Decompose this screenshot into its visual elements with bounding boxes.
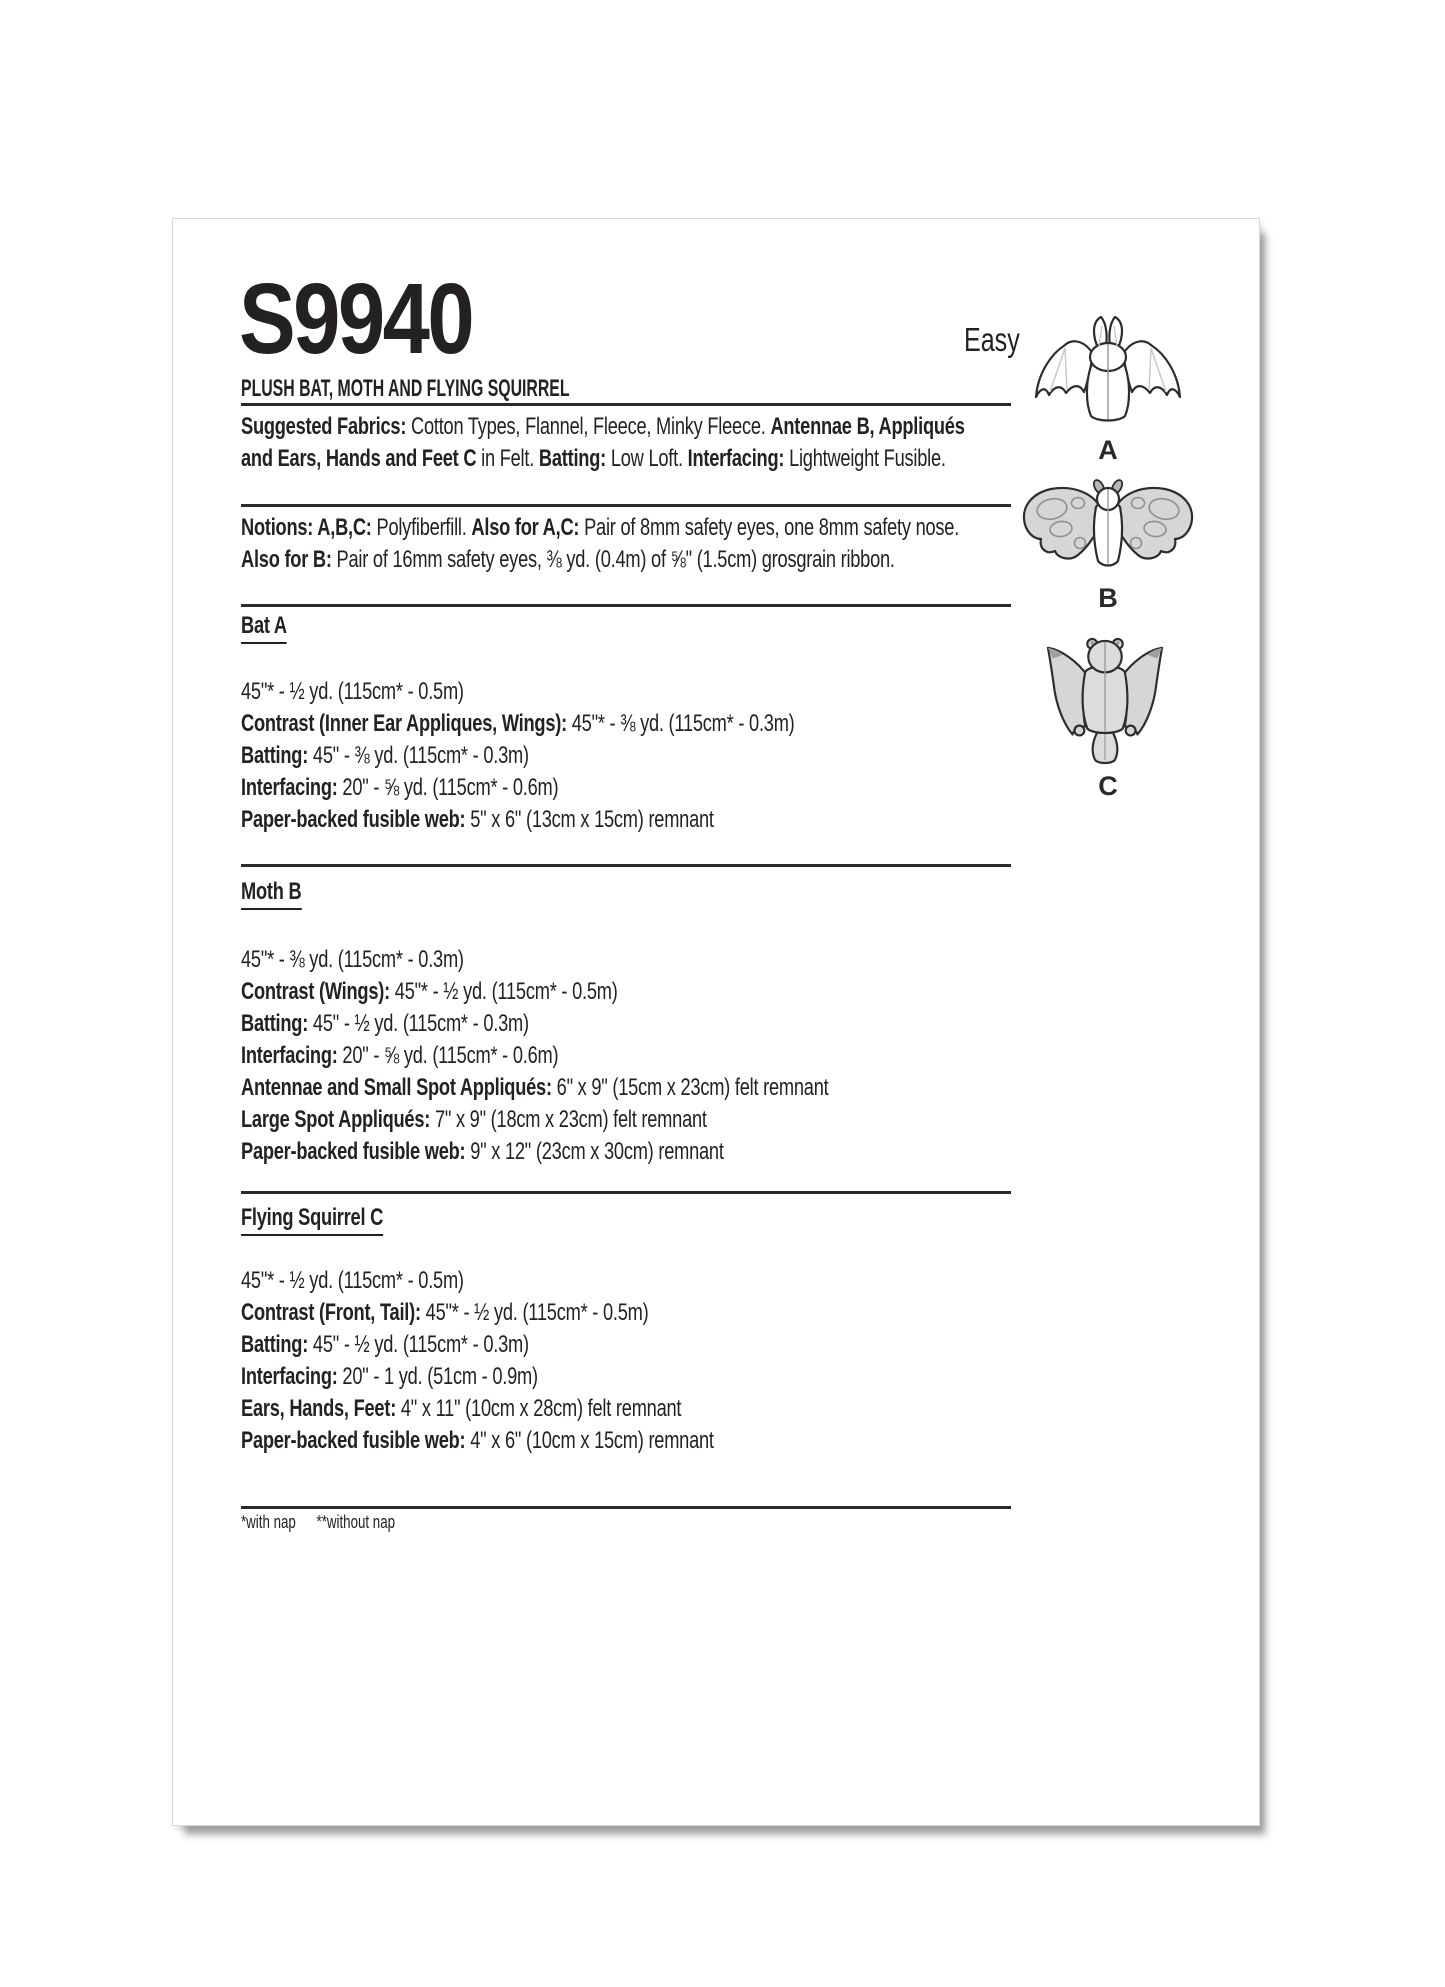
divider-above-notions <box>241 504 1011 507</box>
pattern-subtitle: PLUSH BAT, MOTH AND FLYING SQUIRREL <box>241 375 570 402</box>
text-line: Contrast (Inner Ear Appliques, Wings): 45"* - ⅜ yd. (115cm* - 0.3m) <box>241 710 795 737</box>
divider-bat-a <box>241 604 1011 607</box>
text-line: and Ears, Hands and Feet C in Felt. Batting: Low Loft. Interfacing: Lightweight Fusible. <box>241 445 946 472</box>
text-line: Batting: 45" - ½ yd. (115cm* - 0.3m) <box>241 1010 529 1037</box>
section-heading-flying-squirrel-c: Flying Squirrel C <box>241 1203 383 1236</box>
text-line: Paper-backed fusible web: 5" x 6" (13cm x 15cm) remnant <box>241 806 714 833</box>
text-line: Notions: A,B,C: Polyfiberfill. Also for A,C: Pair of 8mm safety eyes, one 8mm safety nose. <box>241 514 960 541</box>
figure-label-c: C <box>1098 771 1118 801</box>
text-line: Also for B: Pair of 16mm safety eyes, ⅜ yd. (0.4m) of ⅝" (1.5cm) grosgrain ribbon. <box>241 546 895 573</box>
divider-moth-b <box>241 864 1011 867</box>
flying-squirrel-illustration-icon <box>1042 636 1168 766</box>
divider-footnote <box>241 1506 1011 1509</box>
text-line: Batting: 45" - ½ yd. (115cm* - 0.3m) <box>241 1331 529 1358</box>
text-line: 45"* - ½ yd. (115cm* - 0.5m) <box>241 1267 464 1294</box>
text-line: Suggested Fabrics: Cotton Types, Flannel, Fleece, Minky Fleece. Antennae B, Appliqués <box>241 413 965 440</box>
text-line: Contrast (Wings): 45"* - ½ yd. (115cm* - 0.5m) <box>241 978 618 1005</box>
text-line: 45"* - ⅜ yd. (115cm* - 0.3m) <box>241 946 464 973</box>
bat-a-yardage-text <box>241 676 1009 836</box>
text-line: Interfacing: 20" - ⅝ yd. (115cm* - 0.6m) <box>241 1042 559 1069</box>
moth-b-yardage-text <box>241 944 1009 1168</box>
section-heading-moth-b: Moth B <box>241 877 301 910</box>
text-line: Interfacing: 20" - 1 yd. (51cm - 0.9m) <box>241 1363 538 1390</box>
bat-illustration-icon <box>1029 314 1187 426</box>
text-line: Batting: 45" - ⅜ yd. (115cm* - 0.3m) <box>241 742 529 769</box>
suggested-fabrics-text <box>241 411 1009 475</box>
divider-under-subtitle <box>241 403 1011 406</box>
section-heading-bat-a: Bat A <box>241 611 287 644</box>
text-line: Large Spot Appliqués: 7" x 9" (18cm x 23cm) felt remnant <box>241 1106 707 1133</box>
text-line: Contrast (Front, Tail): 45"* - ½ yd. (115cm* - 0.5m) <box>241 1299 649 1326</box>
moth-illustration-icon <box>1021 477 1195 573</box>
pattern-envelope-page <box>172 218 1260 1826</box>
text-line: 45"* - ½ yd. (115cm* - 0.5m) <box>241 678 464 705</box>
difficulty-label: Easy <box>964 321 1020 358</box>
text-line: Antennae and Small Spot Appliqués: 6" x 9" (15cm x 23cm) felt remnant <box>241 1074 829 1101</box>
divider-flying-squirrel-c <box>241 1191 1011 1194</box>
text-line: Ears, Hands, Feet: 4" x 11" (10cm x 28cm) felt remnant <box>241 1395 682 1422</box>
text-line: Paper-backed fusible web: 4" x 6" (10cm x 15cm) remnant <box>241 1427 714 1454</box>
figure-label-a: A <box>1098 435 1118 465</box>
pattern-number-title: S9940 <box>239 263 473 375</box>
flying-squirrel-c-yardage-text <box>241 1265 1009 1457</box>
nap-footnote: *with nap **without nap <box>241 1512 396 1532</box>
text-line: Paper-backed fusible web: 9" x 12" (23cm x 30cm) remnant <box>241 1138 724 1165</box>
notions-text <box>241 512 1009 576</box>
text-line: Interfacing: 20" - ⅝ yd. (115cm* - 0.6m) <box>241 774 559 801</box>
figure-label-b: B <box>1098 583 1118 613</box>
